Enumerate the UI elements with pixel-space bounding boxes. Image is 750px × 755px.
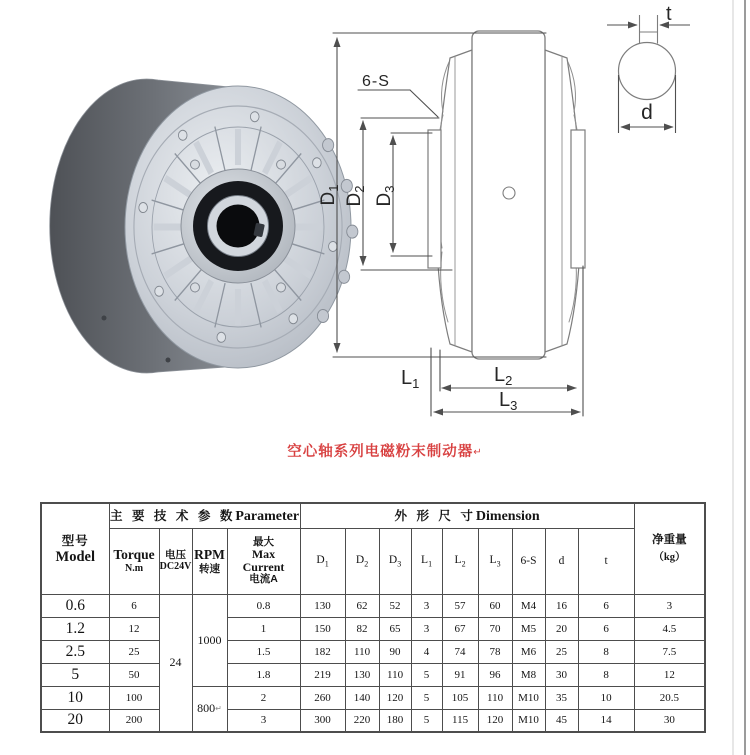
dim-label-l1: $L_1$ — [401, 367, 420, 391]
cell-l2: 74 — [442, 640, 478, 663]
cell-current: 1 — [227, 617, 300, 640]
header-dim-zh: 外 形 尺 寸 — [394, 509, 476, 524]
cell-d1: 219 — [300, 663, 345, 686]
cell-kg: 12 — [634, 663, 705, 686]
cell-model: 2.5 — [41, 640, 109, 663]
header-d1: $D_1$ — [300, 528, 345, 594]
dim-label-l2: $L_2$ — [494, 364, 513, 388]
header-l2: $L_2$ — [442, 528, 478, 594]
cell-d1: 182 — [300, 640, 345, 663]
hollow-shaft-bore — [217, 205, 260, 248]
cell-torque: 100 — [109, 686, 159, 709]
cell-current: 0.8 — [227, 594, 300, 617]
header-t: t — [578, 528, 634, 594]
spec-table-container — [40, 502, 706, 733]
dim-label-d3: $D_3$ — [374, 185, 397, 207]
product-title-text: 空心轴系列电磁粉末制动器 — [287, 444, 474, 460]
cell-l2: 115 — [442, 709, 478, 732]
cell-d: 45 — [545, 709, 578, 732]
cell-kg: 3 — [634, 594, 705, 617]
cell-t: 6 — [578, 617, 634, 640]
header-param-en: Parameter — [235, 509, 300, 525]
header-l3: $L_3$ — [478, 528, 512, 594]
cell-torque: 200 — [109, 709, 159, 732]
header-d3: $D_3$ — [379, 528, 411, 594]
cell-current: 2 — [227, 686, 300, 709]
cell-l3: 120 — [478, 709, 512, 732]
cell-6s: M10 — [512, 686, 545, 709]
dim-label-d: d — [641, 101, 653, 124]
cell-d3: 180 — [379, 709, 411, 732]
spec-table — [40, 502, 706, 733]
table-row — [41, 617, 705, 640]
cell-torque: 25 — [109, 640, 159, 663]
cell-d3: 90 — [379, 640, 411, 663]
cell-rpm-800: 800↵ — [192, 686, 227, 732]
header-weight-zh: 净重量 — [652, 534, 687, 547]
cell-6s: M4 — [512, 594, 545, 617]
header-rpm: RPM 转速 — [192, 528, 227, 594]
header-model-zh: 型号 — [61, 534, 89, 549]
header-torque: Torque N.m — [109, 528, 159, 594]
header-weight-unit: （kg） — [653, 551, 686, 563]
cell-voltage-merged: 24 — [159, 594, 192, 732]
cell-model: 20 — [41, 709, 109, 732]
header-parameter-group — [109, 503, 300, 528]
cell-kg: 4.5 — [634, 617, 705, 640]
cell-torque: 12 — [109, 617, 159, 640]
cell-l3: 110 — [478, 686, 512, 709]
header-dimension-group — [300, 503, 634, 528]
header-max-current: 最大 Max Current 电流A — [227, 528, 300, 594]
header-model — [41, 503, 109, 594]
cell-d1: 150 — [300, 617, 345, 640]
cell-kg: 30 — [634, 709, 705, 732]
cell-d3: 52 — [379, 594, 411, 617]
header-param-zh: 主 要 技 术 参 数 — [109, 509, 236, 524]
cell-current: 1.5 — [227, 640, 300, 663]
product-photo — [50, 79, 358, 373]
left-side-plate — [428, 130, 441, 268]
keyway-detail — [607, 3, 690, 133]
cell-t: 10 — [578, 686, 634, 709]
header-dim-en: Dimension — [475, 509, 540, 525]
table-row — [41, 640, 705, 663]
cell-6s: M6 — [512, 640, 545, 663]
cell-l3: 78 — [478, 640, 512, 663]
dim-label-d1: $D_1$ — [318, 184, 341, 206]
header-d2: $D_2$ — [345, 528, 379, 594]
dim-label-6s: 6-S — [362, 73, 390, 90]
cell-l1: 5 — [411, 686, 442, 709]
cell-l1: 5 — [411, 663, 442, 686]
cell-d1: 300 — [300, 709, 345, 732]
cell-d1: 130 — [300, 594, 345, 617]
cell-model: 1.2 — [41, 617, 109, 640]
cell-d3: 120 — [379, 686, 411, 709]
cell-d3: 110 — [379, 663, 411, 686]
cell-model: 5 — [41, 663, 109, 686]
cell-d: 20 — [545, 617, 578, 640]
right-side-plate — [571, 130, 585, 268]
cell-l2: 67 — [442, 617, 478, 640]
header-model-en: Model — [55, 549, 95, 566]
cell-l3: 60 — [478, 594, 512, 617]
cell-l2: 91 — [442, 663, 478, 686]
cell-d2: 110 — [345, 640, 379, 663]
keyway-labels — [641, 3, 672, 124]
cell-l3: 70 — [478, 617, 512, 640]
cell-torque: 6 — [109, 594, 159, 617]
cell-torque: 50 — [109, 663, 159, 686]
cell-6s: M10 — [512, 709, 545, 732]
cell-d3: 65 — [379, 617, 411, 640]
cell-l3: 96 — [478, 663, 512, 686]
cell-kg: 7.5 — [634, 640, 705, 663]
cell-current: 1.8 — [227, 663, 300, 686]
cell-t: 8 — [578, 640, 634, 663]
cell-t: 14 — [578, 709, 634, 732]
hub-hole — [503, 187, 515, 199]
cell-d2: 220 — [345, 709, 379, 732]
cell-rpm-1000: 1000 — [192, 594, 227, 686]
cell-d: 30 — [545, 663, 578, 686]
header-weight — [634, 503, 705, 594]
cell-d: 25 — [545, 640, 578, 663]
cell-d1: 260 — [300, 686, 345, 709]
header-d: d — [545, 528, 578, 594]
cell-l2: 57 — [442, 594, 478, 617]
return-mark: ↵ — [473, 447, 483, 458]
cell-6s: M5 — [512, 617, 545, 640]
key-profile — [640, 15, 658, 44]
return-mark: ↵ — [215, 704, 222, 714]
dim-label-t: t — [666, 3, 672, 25]
cell-l1: 3 — [411, 594, 442, 617]
shaft-cross-section — [619, 43, 676, 100]
dim-label-d2: $D_2$ — [344, 185, 367, 207]
product-title — [230, 440, 540, 461]
cell-kg: 20.5 — [634, 686, 705, 709]
cell-6s: M8 — [512, 663, 545, 686]
cell-model: 0.6 — [41, 594, 109, 617]
cell-t: 6 — [578, 594, 634, 617]
cell-l1: 4 — [411, 640, 442, 663]
cell-t: 8 — [578, 663, 634, 686]
cell-l2: 105 — [442, 686, 478, 709]
table-row — [41, 663, 705, 686]
cell-d2: 62 — [345, 594, 379, 617]
cell-model: 10 — [41, 686, 109, 709]
page-edge-light — [732, 0, 734, 755]
table-row — [41, 594, 705, 617]
dim-label-l3: $L_3$ — [499, 389, 518, 413]
side-view-diagram — [318, 31, 585, 416]
page-edge-dark — [744, 0, 746, 755]
table-row — [41, 686, 705, 709]
header-l1: $L_1$ — [411, 528, 442, 594]
header-voltage: 电压 DC24V — [159, 528, 192, 594]
cell-d2: 130 — [345, 663, 379, 686]
cell-d2: 140 — [345, 686, 379, 709]
header-6s: 6-S — [512, 528, 545, 594]
cell-l1: 5 — [411, 709, 442, 732]
cell-d2: 82 — [345, 617, 379, 640]
cell-d: 35 — [545, 686, 578, 709]
cell-current: 3 — [227, 709, 300, 732]
cell-l1: 3 — [411, 617, 442, 640]
table-row — [41, 709, 705, 732]
cell-d: 16 — [545, 594, 578, 617]
